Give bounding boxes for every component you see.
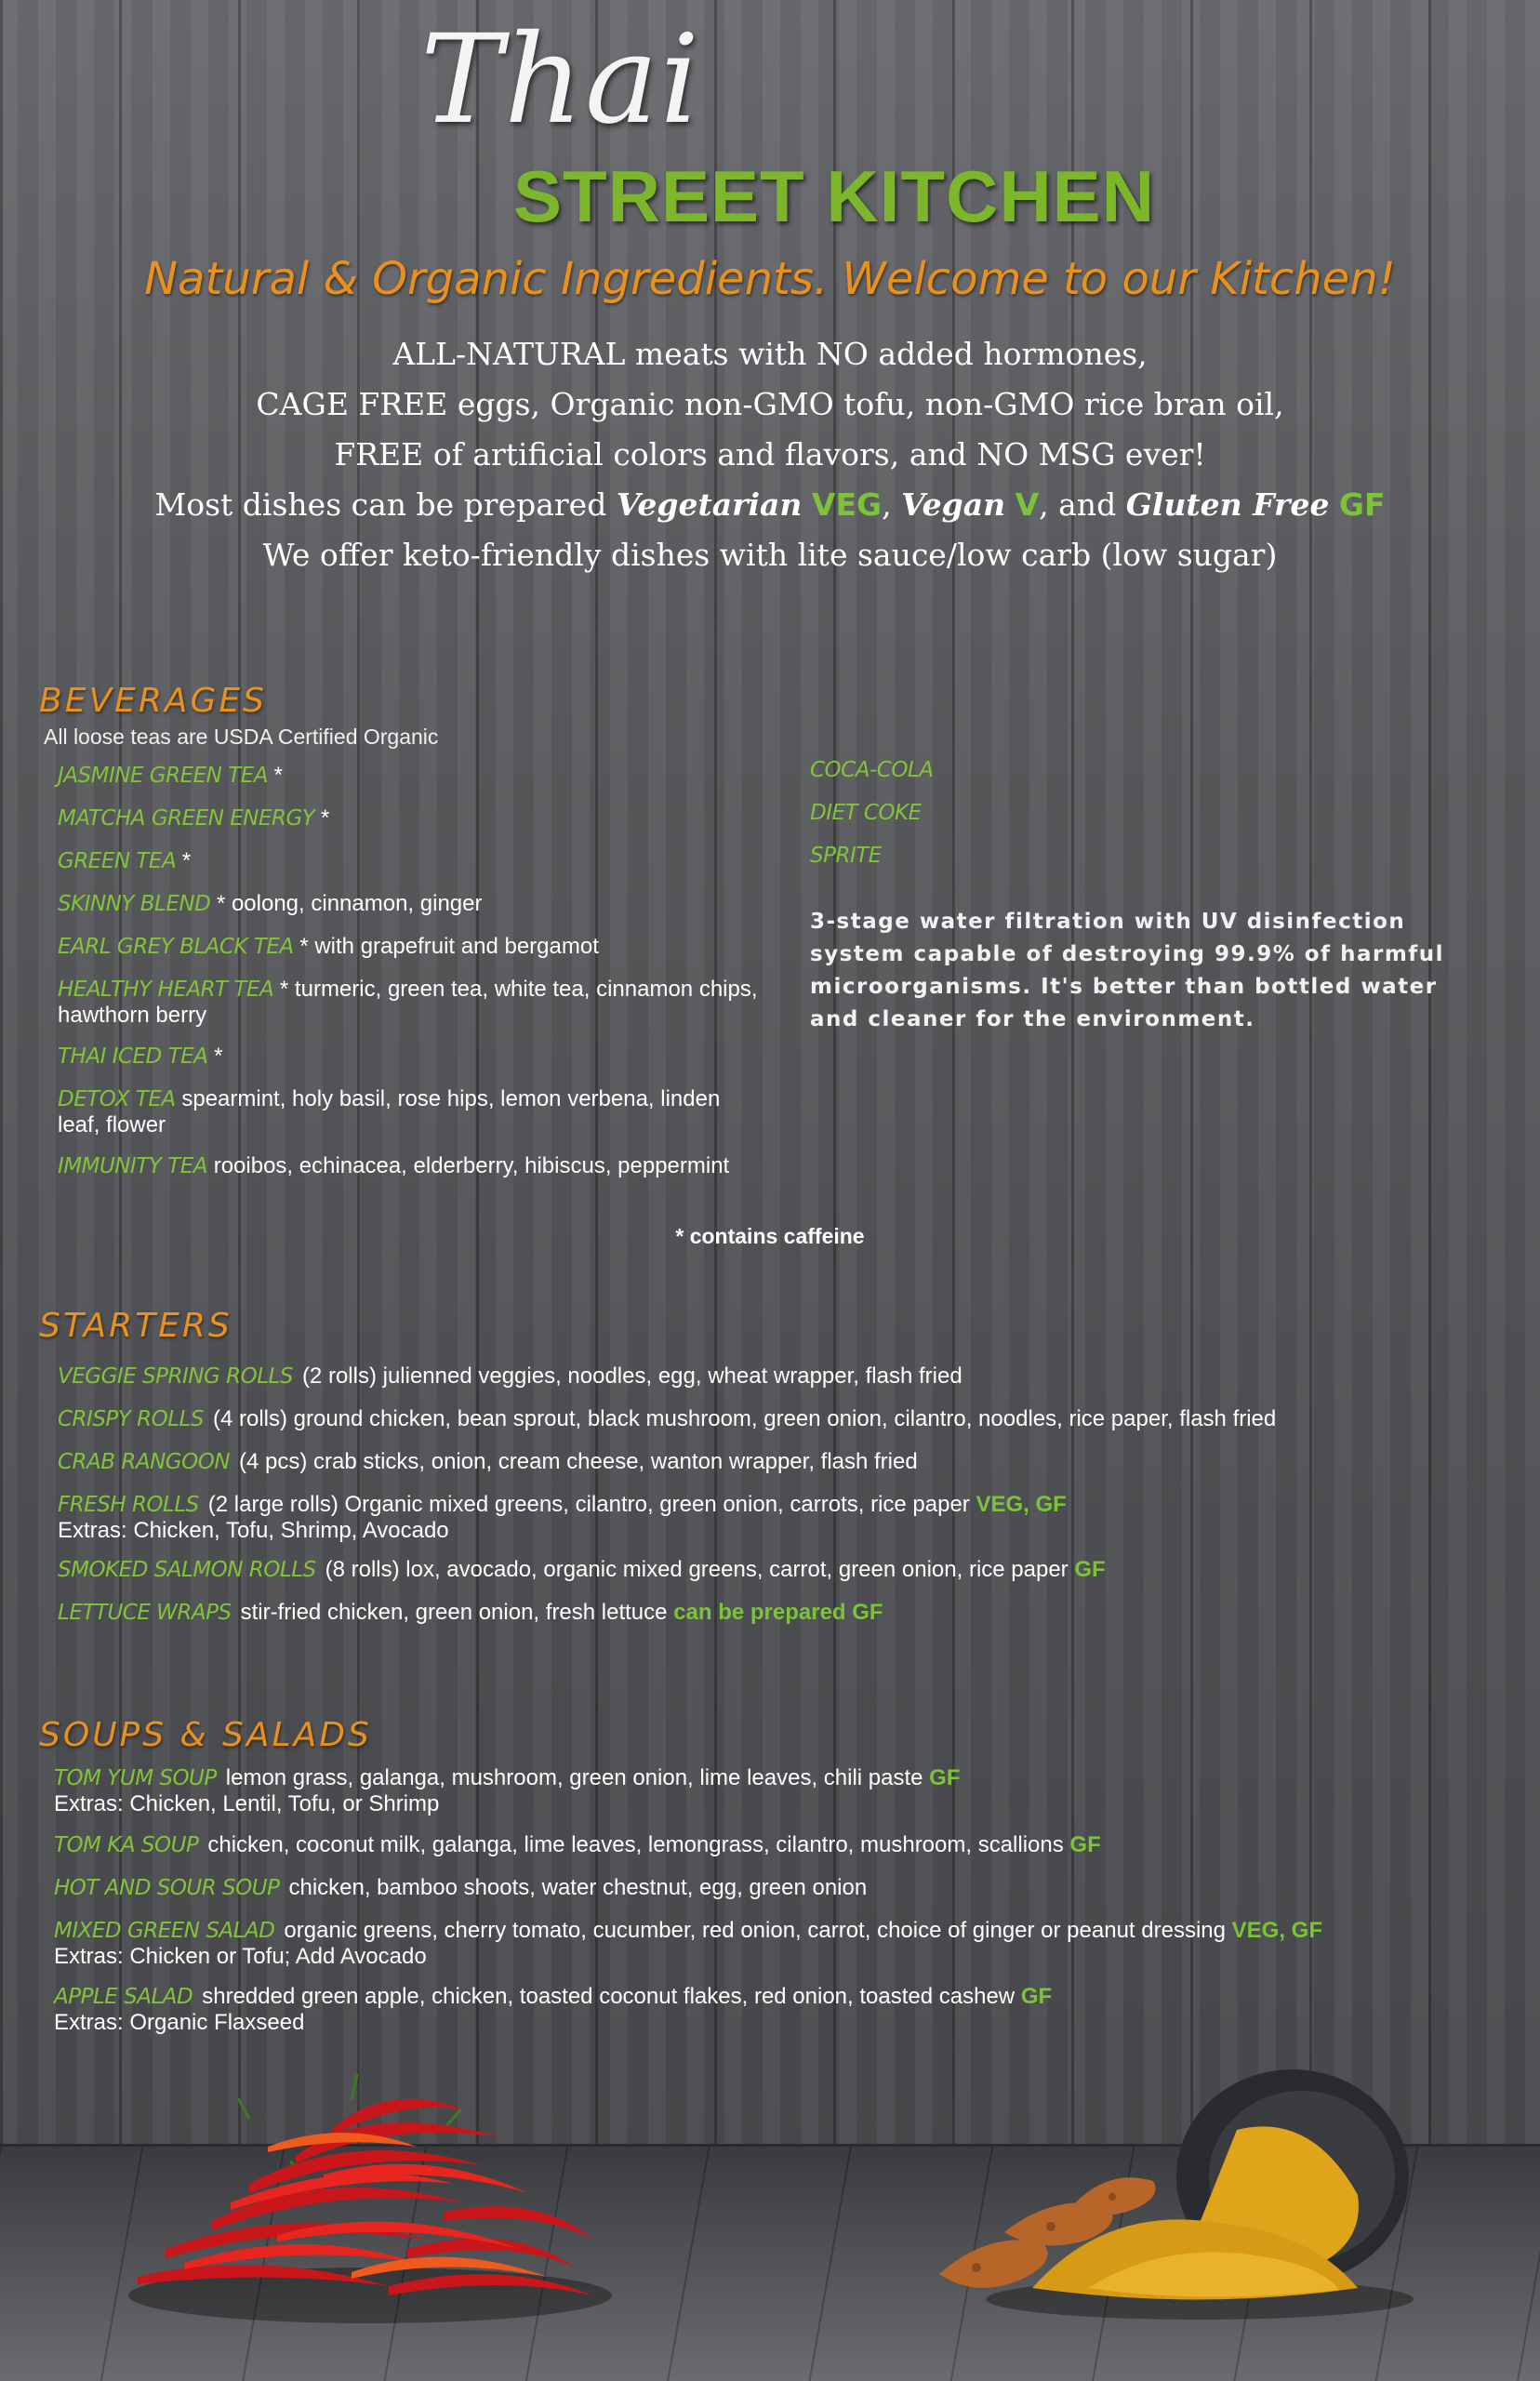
diet-vegan-tag: V [1015,486,1040,523]
item-desc: (8 rolls) lox, avocado, organic mixed greens, carrot, green onion, rice paper [325,1557,1069,1582]
item-name: APPLE SALAD [54,1985,193,2009]
item-desc: (4 rolls) ground chicken, bean sprout, black mushroom, green onion, cilantro, noodles, rice paper, flash fried [212,1406,1277,1431]
diet-gf-tag: GF [1338,486,1386,523]
item-name: GREEN TEA [58,849,177,873]
turmeric-bowl-icon [921,2055,1414,2325]
red-chili-peppers-icon [110,2063,631,2333]
water-filtration-note: 3-stage water filtration with UV disinfection system capable of destroying 99.9% of harmful microorganisms. It's better than bottled water and cleaner for the environment. [810,910,1445,1031]
tagline: Natural & Organic Ingredients. Welcome to our Kitchen! [144,253,1396,305]
list-item [54,1918,1505,1970]
list-item [54,1765,1505,1817]
item-desc: spearmint, holy basil, rose hips, lemon verbena, linden leaf, flower [58,1086,721,1137]
item-name: JASMINE GREEN TEA [58,764,268,788]
item-extras: Extras: Chicken or Tofu; Add Avocado [54,1944,427,1969]
list-item [58,1406,1508,1432]
item-name: DETOX TEA [58,1087,176,1111]
item-desc: shredded green apple, chicken, toasted coconut flakes, red onion, toasted cashew [202,1984,1016,2009]
logo-street-kitchen: STREET KITCHEN [513,155,1156,237]
item-desc: * oolong, cinnamon, ginger [216,891,483,916]
item-desc: stir-fried chicken, green onion, fresh lettuce [240,1600,668,1625]
item-desc: * [321,805,330,831]
diet-tag: can be prepared GF [673,1600,883,1625]
list-item [58,934,764,960]
caffeine-note: * contains caffeine [675,1224,865,1248]
item-desc: * [181,848,192,873]
list-item [58,1363,1508,1390]
item-name: VEGGIE SPRING ROLLS [58,1364,293,1389]
starters-title: STARTERS [39,1307,232,1345]
diet-and: , and [1039,486,1117,523]
item-name: THAI ICED TEA [58,1044,208,1069]
list-item [58,891,764,917]
soda-name: SPRITE [810,844,882,868]
item-desc: (2 large rolls) Organic mixed greens, cilantro, green onion, carrots, rice paper [207,1492,970,1517]
item-name: TOM KA SOUP [54,1833,199,1857]
list-item [54,1984,1505,2036]
item-desc: chicken, coconut milk, galanga, lime leaves, lemongrass, cilantro, mushroom, scallions [207,1832,1064,1857]
item-name: LETTUCE WRAPS [58,1601,232,1625]
list-item [810,843,882,869]
item-desc: * turmeric, green tea, white tea, cinnamon chips, hawthorn berry [58,977,758,1028]
list-item [58,763,764,789]
item-desc: chicken, bamboo shoots, water chestnut, egg, green onion [288,1875,868,1900]
list-item [58,977,764,1029]
soda-name: COCA-COLA [810,758,934,782]
list-item [810,757,933,783]
logo-thai: Thai [420,8,701,152]
list-item [810,800,922,826]
diet-veg-tag: VEG [811,486,883,523]
item-name: CRISPY ROLLS [58,1407,204,1431]
diet-tag: GF [929,1765,961,1790]
item-name: MATCHA GREEN ENERGY [58,806,315,831]
item-desc: (4 pcs) crab sticks, onion, cream cheese, wanton wrapper, flash fried [239,1449,918,1474]
list-item [58,1044,764,1070]
list-item [58,1557,1508,1583]
item-name: TOM YUM SOUP [54,1766,217,1790]
list-item [58,805,764,831]
item-name: FRESH ROLLS [58,1493,199,1517]
item-desc: (2 rolls) julienned veggies, noodles, egg, wheat wrapper, flash fried [301,1363,962,1389]
intro-diet-line: Most dishes can be prepared Vegetarian VEG, Vegan V, and Gluten Free GF [154,486,1386,523]
list-item [58,1153,764,1179]
intro-line: We offer keto-friendly dishes with lite sauce/low carb (low sugar) [262,537,1278,573]
intro-line: ALL-NATURAL meats with NO added hormones, [392,336,1148,372]
list-item [58,1449,1508,1475]
item-extras: Extras: Chicken, Tofu, Shrimp, Avocado [58,1518,449,1543]
intro-line: CAGE FREE eggs, Organic non-GMO tofu, non-GMO rice bran oil, [256,386,1284,422]
item-name: IMMUNITY TEA [58,1154,208,1178]
list-item [58,1600,1508,1626]
item-desc: organic greens, cherry tomato, cucumber, red onion, carrot, choice of ginger or peanut dressing [284,1918,1226,1943]
item-desc: * with grapefruit and bergamot [299,934,599,959]
item-name: SMOKED SALMON ROLLS [58,1558,316,1582]
diet-vegetarian: Vegetarian [616,486,803,523]
intro-block [0,329,1540,580]
item-desc: * [273,763,284,788]
diet-gluten-free: Gluten Free [1125,486,1330,523]
item-name: HOT AND SOUR SOUP [54,1876,280,1900]
item-extras: Extras: Organic Flaxseed [54,2010,305,2035]
diet-vegan: Vegan [901,486,1006,523]
list-item [58,1086,764,1138]
item-name: EARL GREY BLACK TEA [58,935,294,959]
intro-line: FREE of artificial colors and flavors, and NO MSG ever! [334,436,1206,472]
diet-tag: GF [1069,1832,1101,1857]
list-item [54,1832,1505,1858]
item-extras: Extras: Chicken, Lentil, Tofu, or Shrimp [54,1791,440,1816]
item-desc: lemon grass, galanga, mushroom, green onion, lime leaves, chili paste [225,1765,923,1790]
list-item [58,1492,1508,1544]
soda-name: DIET COKE [810,801,922,825]
diet-tag: VEG, GF [1231,1918,1322,1943]
diet-tag: GF [1074,1557,1106,1582]
list-item [54,1875,1505,1901]
item-name: SKINNY BLEND [58,892,211,916]
item-desc: rooibos, echinacea, elderberry, hibiscus, peppermint [213,1153,730,1178]
beverages-subtitle: All loose teas are USDA Certified Organic [44,725,439,749]
beverages-title: BEVERAGES [39,682,267,720]
intro-diet-prefix: Most dishes can be prepared [154,486,607,523]
item-name: MIXED GREEN SALAD [54,1919,275,1943]
list-item [58,848,764,874]
item-name: CRAB RANGOON [58,1450,231,1474]
item-name: HEALTHY HEART TEA [58,978,274,1002]
item-desc: * [214,1044,223,1069]
diet-tag: GF [1020,1984,1053,2009]
diet-tag: VEG, GF [976,1492,1067,1517]
soups-salads-title: SOUPS & SALADS [39,1716,372,1754]
